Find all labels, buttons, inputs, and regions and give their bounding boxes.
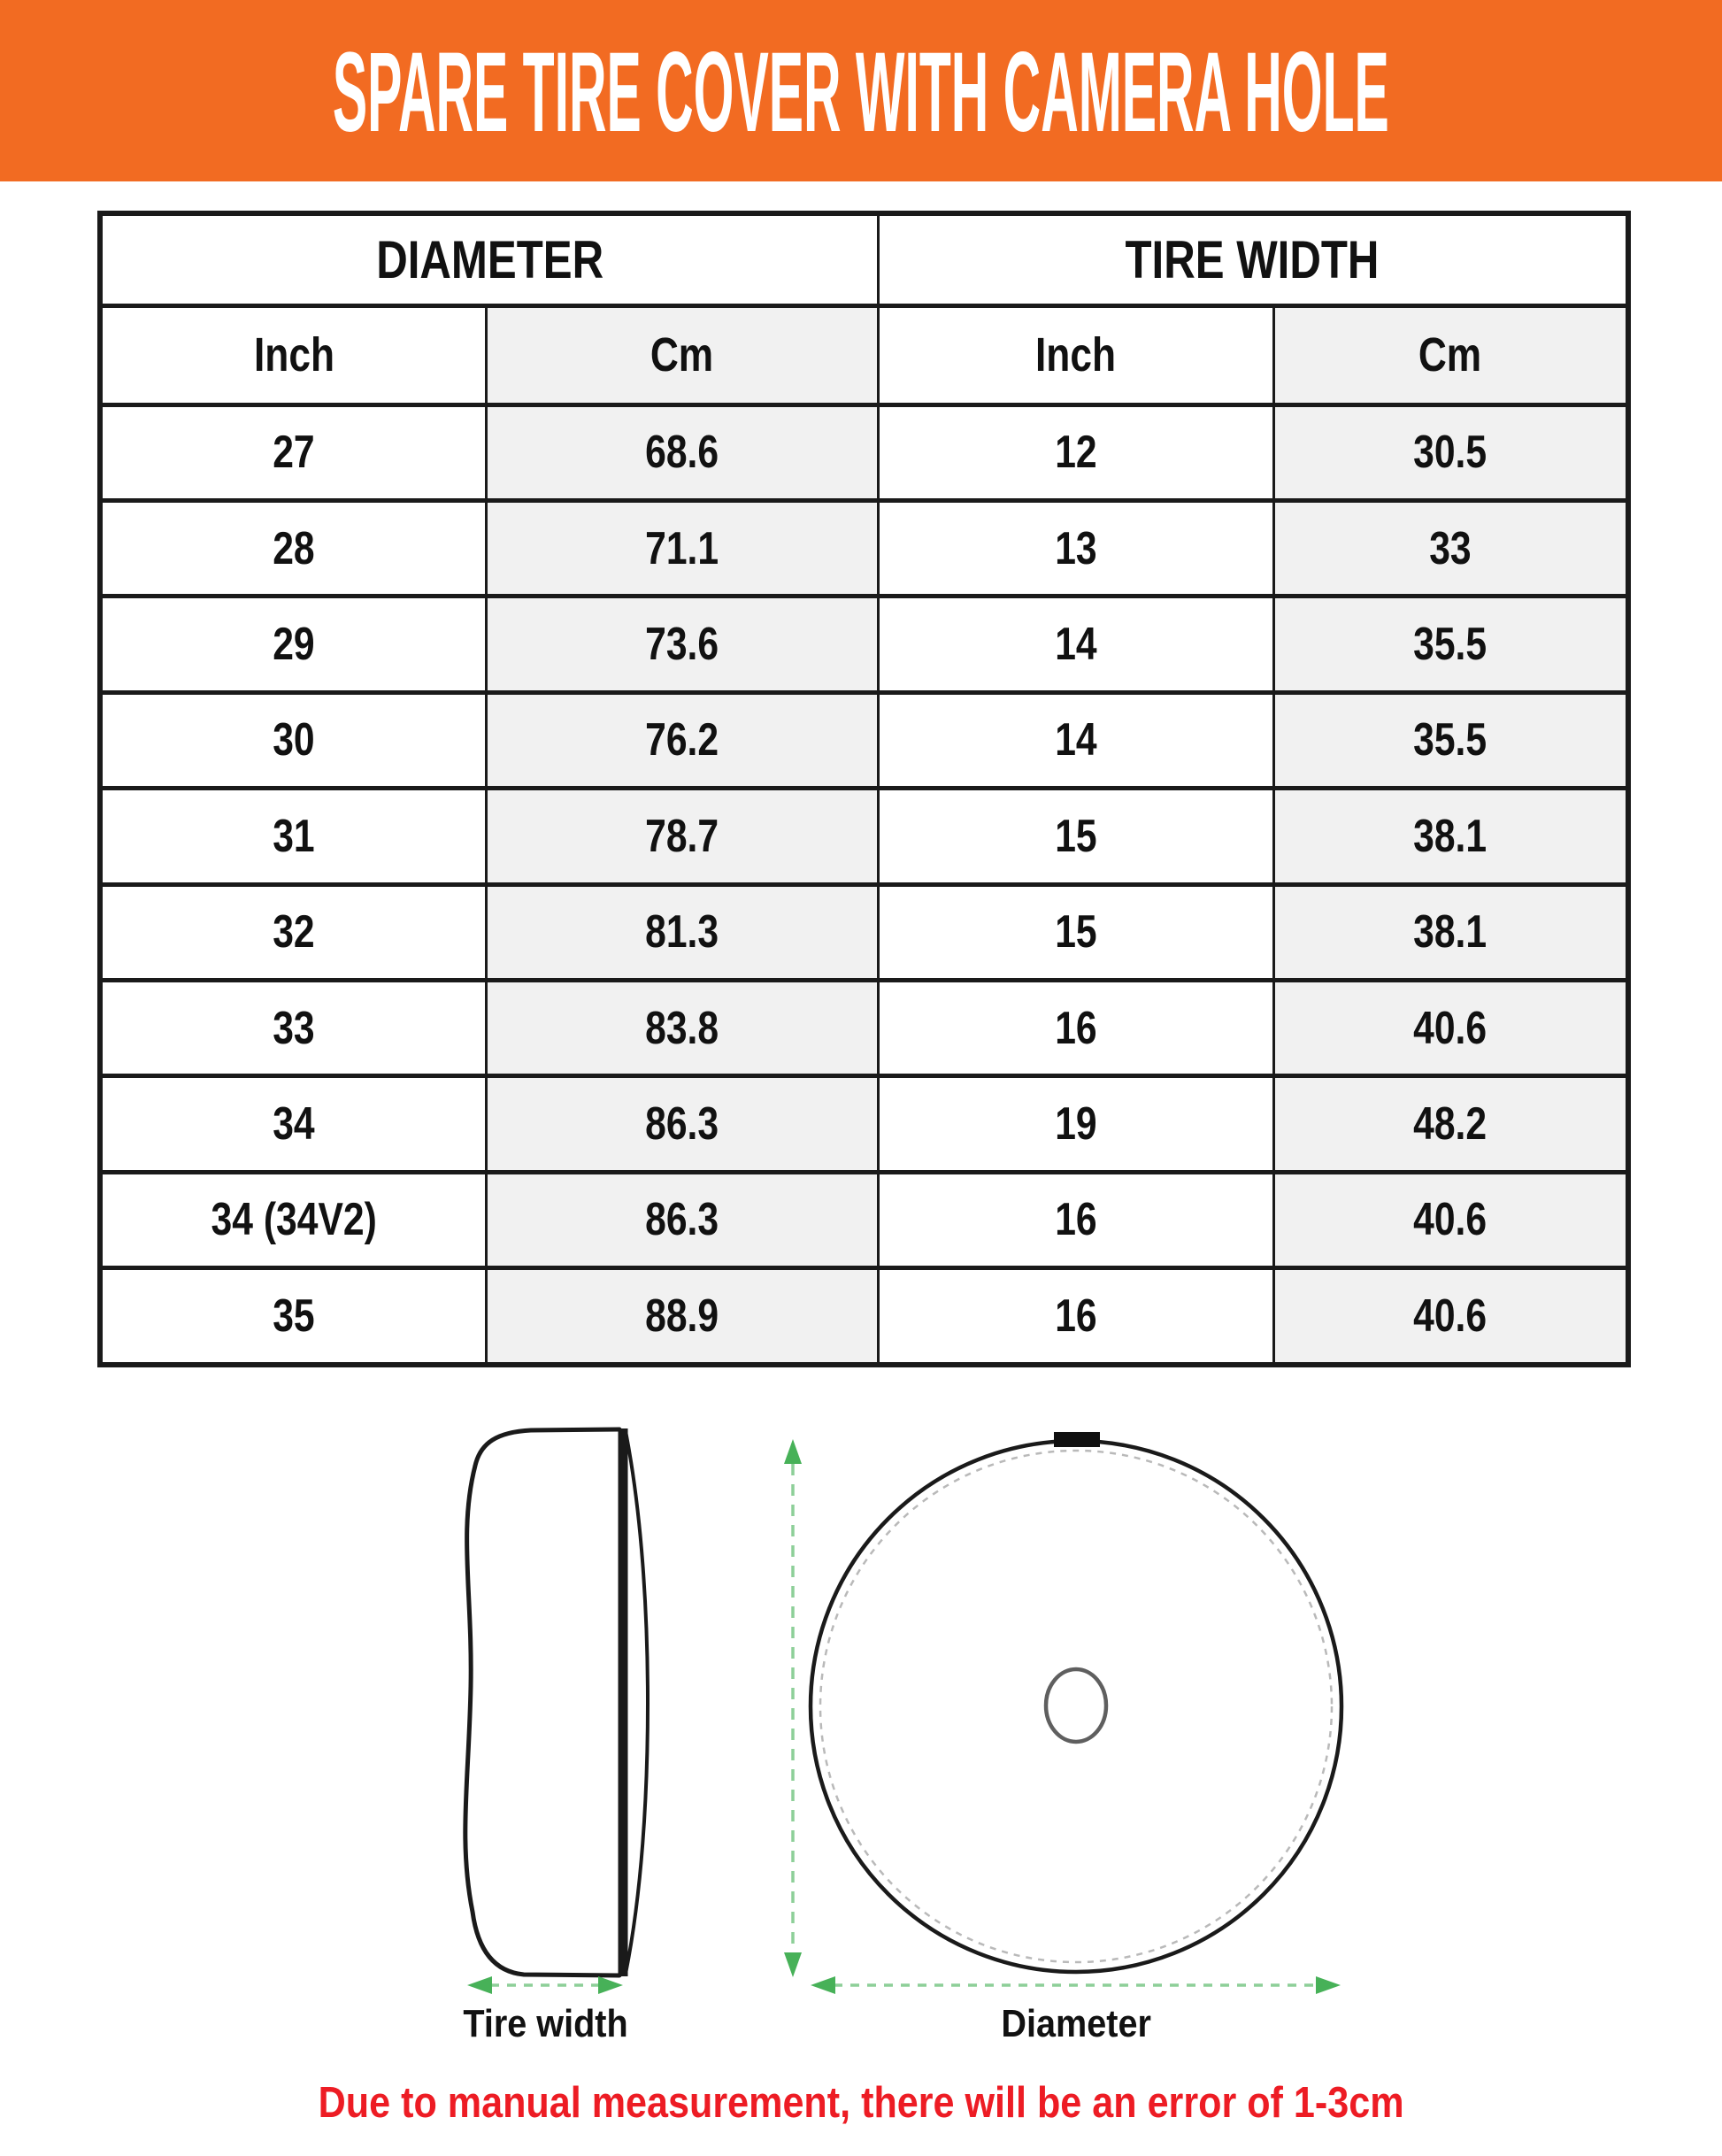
table-cell: 30 [100, 692, 487, 788]
col-header-width-inch: Inch [878, 305, 1273, 404]
tire-side-view [465, 1428, 648, 1976]
table-subheader-row [100, 305, 1628, 404]
camera-hole [1046, 1669, 1106, 1742]
table-cell: 16 [878, 980, 1273, 1075]
table-cell: 19 [878, 1076, 1273, 1172]
table-cell: 15 [878, 884, 1273, 980]
table-cell: 35.5 [1273, 597, 1628, 692]
col-header-diameter-cm: Cm [487, 305, 878, 404]
table-cell: 83.8 [487, 980, 878, 1075]
table-cell: 16 [878, 1172, 1273, 1267]
height-dimension-arrow [784, 1439, 802, 1977]
table-cell: 88.9 [487, 1268, 878, 1365]
table-cell: 71.1 [487, 500, 878, 596]
size-table [97, 211, 1631, 1367]
table-cell: 15 [878, 789, 1273, 884]
table-cell: 33 [100, 980, 487, 1075]
table-cell: 38.1 [1273, 884, 1628, 980]
table-cell: 48.2 [1273, 1076, 1628, 1172]
table-cell: 13 [878, 500, 1273, 596]
table-row [100, 1076, 1628, 1172]
table-row [100, 980, 1628, 1075]
table-cell: 14 [878, 692, 1273, 788]
table-row [100, 404, 1628, 500]
table-cell: 73.6 [487, 597, 878, 692]
table-cell: 86.3 [487, 1076, 878, 1172]
top-marker [1054, 1432, 1100, 1447]
header-banner [0, 0, 1722, 181]
table-row [100, 500, 1628, 596]
table-row [100, 789, 1628, 884]
side-view-rim-curve [626, 1431, 648, 1974]
table-cell: 81.3 [487, 884, 878, 980]
table-cell: 35.5 [1273, 692, 1628, 788]
table-cell: 14 [878, 597, 1273, 692]
table-cell: 34 (34V2) [100, 1172, 487, 1267]
table-cell: 34 [100, 1076, 487, 1172]
table-cell: 38.1 [1273, 789, 1628, 884]
col-header-diameter-inch: Inch [100, 305, 487, 404]
table-cell: 35 [100, 1268, 487, 1365]
table-cell: 31 [100, 789, 487, 884]
table-row [100, 884, 1628, 980]
diameter-dimension-arrow [811, 1976, 1341, 1994]
table-group-header-row [100, 213, 1628, 305]
table-cell: 86.3 [487, 1172, 878, 1267]
table-cell: 16 [878, 1268, 1273, 1365]
table-cell: 29 [100, 597, 487, 692]
table-row [100, 692, 1628, 788]
table-row [100, 597, 1628, 692]
tire-front-view [811, 1432, 1341, 1972]
table-cell: 76.2 [487, 692, 878, 788]
tire-measurement-diagram [0, 1381, 1722, 2062]
table-cell: 12 [878, 404, 1273, 500]
table-cell: 32 [100, 884, 487, 980]
tire-width-dimension-arrow [467, 1976, 623, 1994]
tire-width-group-header: TIRE WIDTH [878, 213, 1628, 305]
table-cell: 27 [100, 404, 487, 500]
table-cell: 40.6 [1273, 1268, 1628, 1365]
tire-width-label: Tire width [462, 2002, 628, 2045]
table-cell: 33 [1273, 500, 1628, 596]
measurement-disclaimer: Due to manual measurement, there will be an error of 1-3cm [318, 2079, 1404, 2127]
table-cell: 40.6 [1273, 980, 1628, 1075]
col-header-width-cm: Cm [1273, 305, 1628, 404]
table-cell: 68.6 [487, 404, 878, 500]
table-cell: 78.7 [487, 789, 878, 884]
page-title: SPARE TIRE COVER WITH CAMERA HOLE [333, 29, 1389, 156]
diameter-label: Diameter [1001, 2002, 1151, 2045]
table-cell: 40.6 [1273, 1172, 1628, 1267]
diameter-group-header: DIAMETER [100, 213, 878, 305]
table-cell: 30.5 [1273, 404, 1628, 500]
table-row [100, 1172, 1628, 1267]
table-cell: 28 [100, 500, 487, 596]
table-row [100, 1268, 1628, 1365]
